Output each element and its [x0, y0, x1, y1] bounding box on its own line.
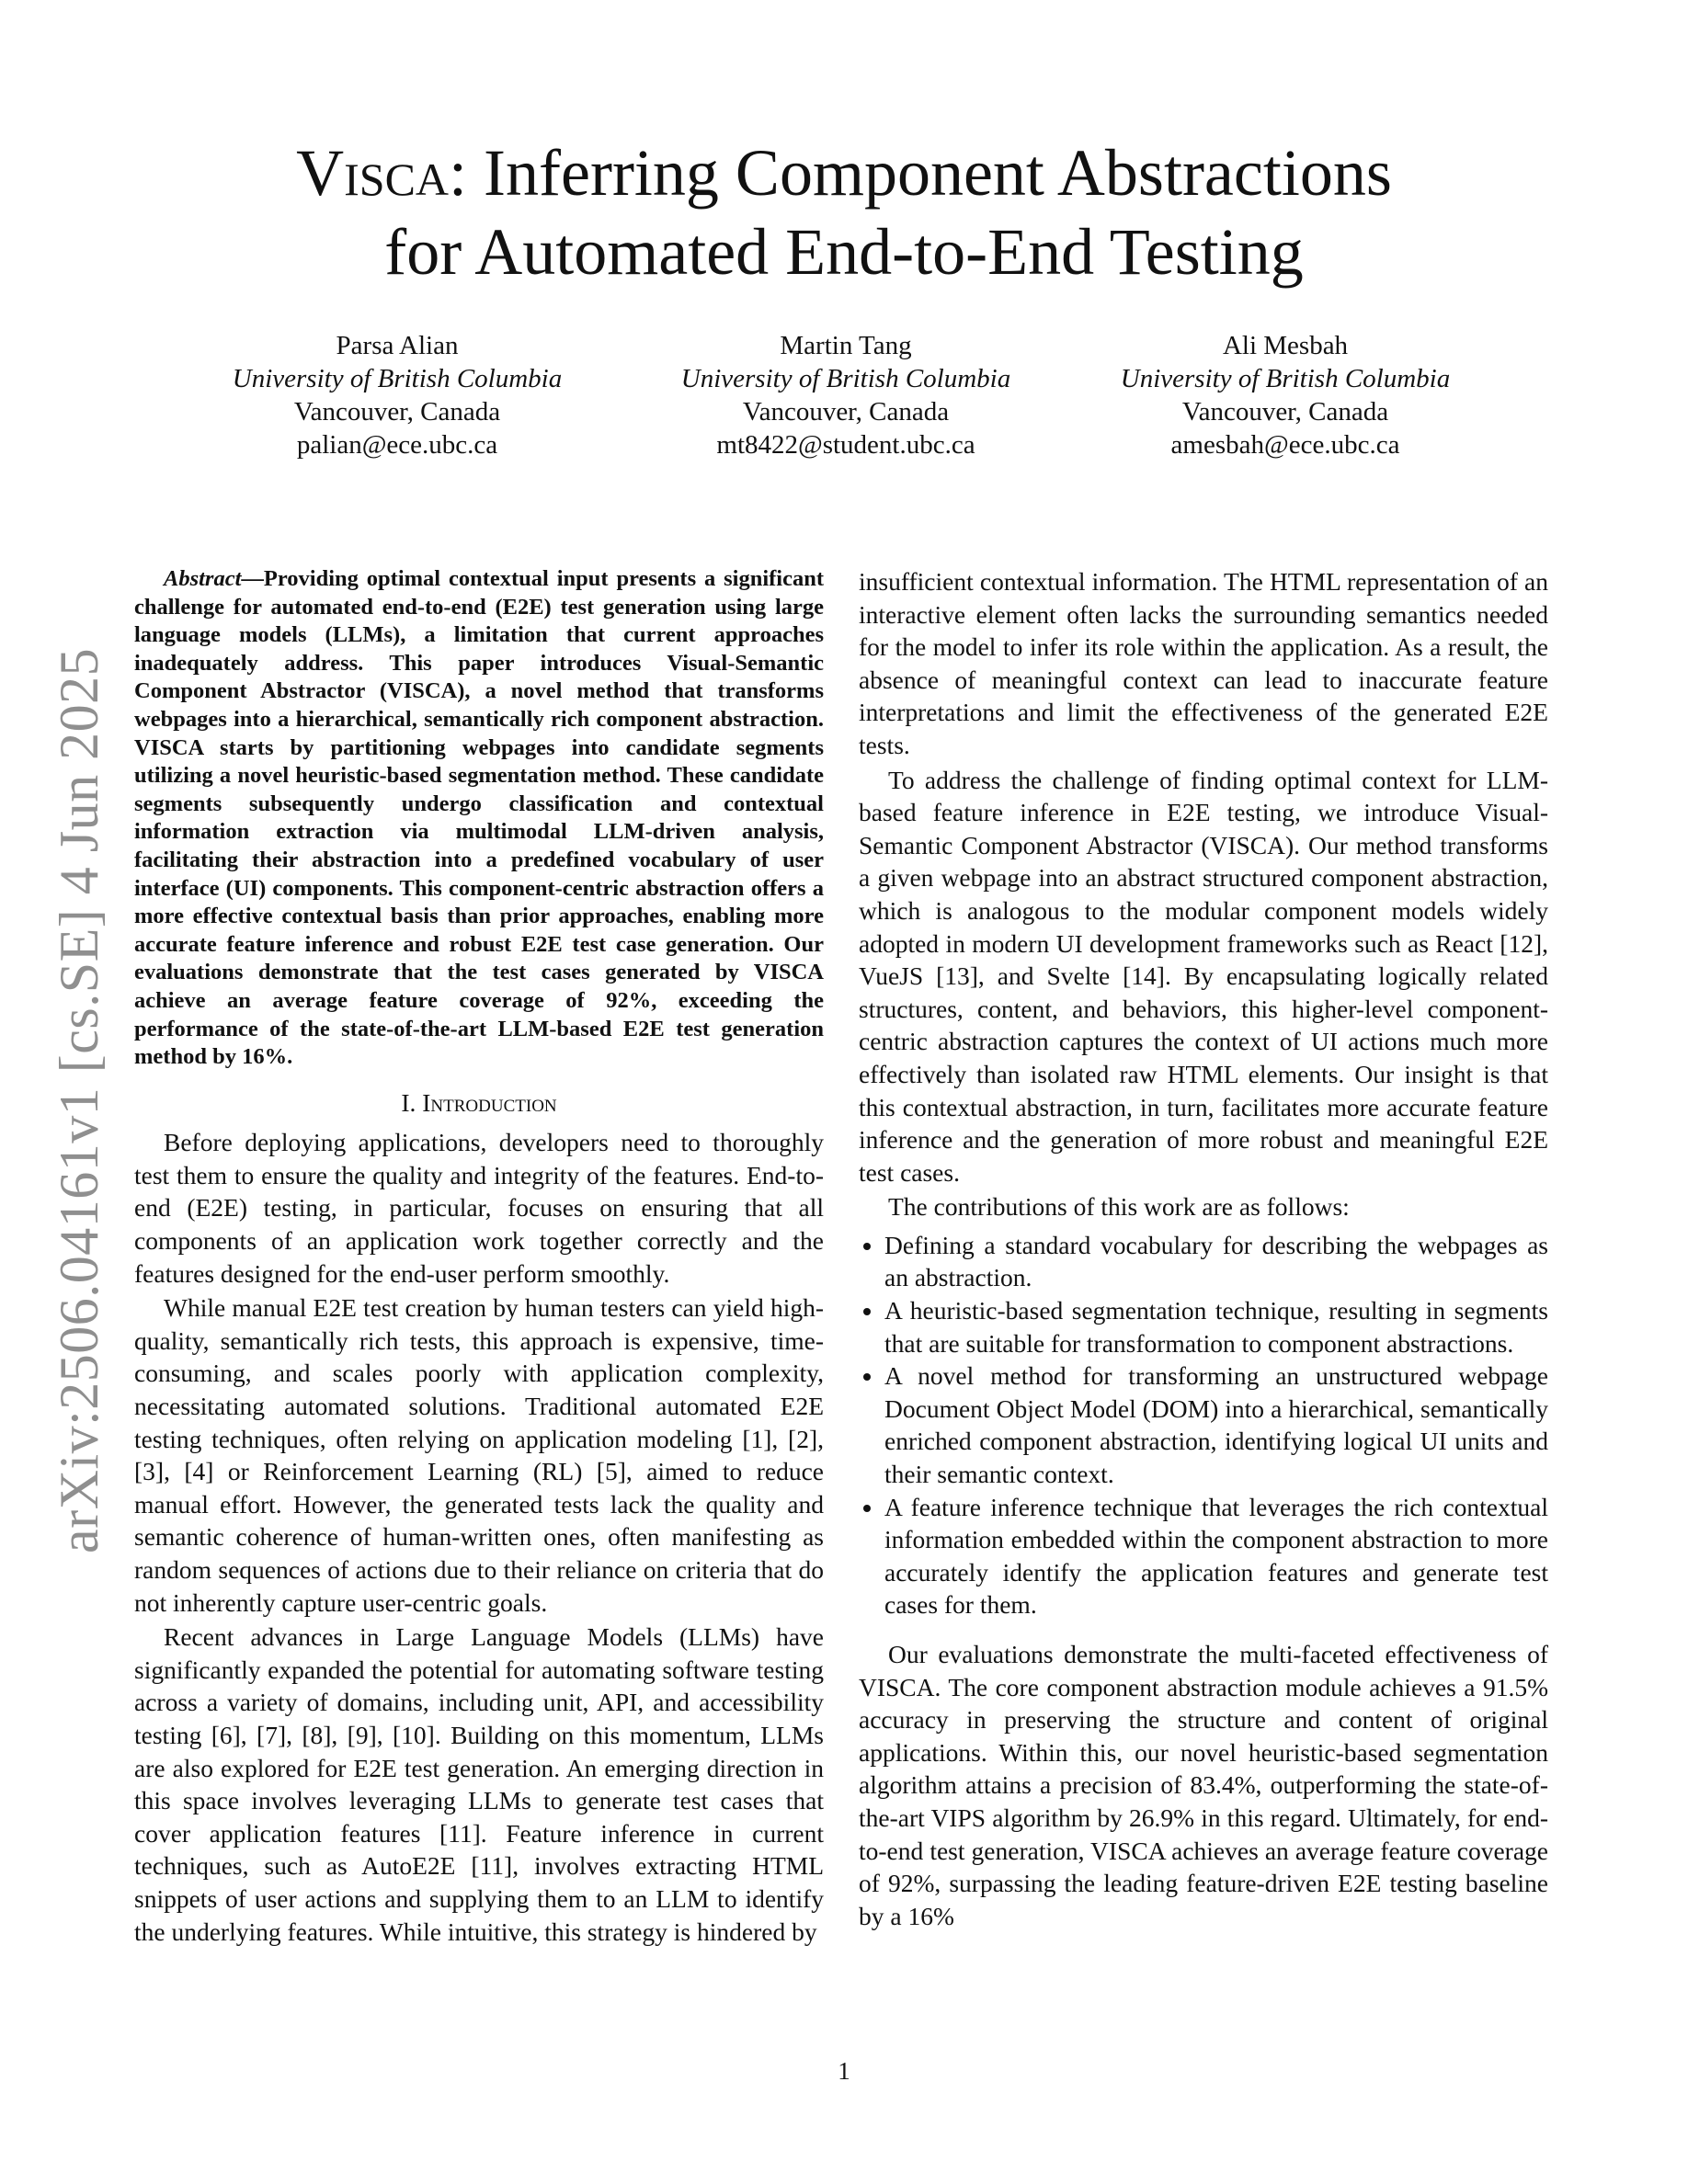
- section-number: I.: [401, 1087, 416, 1117]
- abstract-label: Abstract: [164, 566, 242, 591]
- paragraph: Our evaluations demonstrate the multi-faceted effectiveness of VISCA. The core component abstraction module achieves a 91.5% accuracy in preserving the structure and content of original applications. Within this, our novel heuristic-based segmentation algorithm attains a precision of 83.4%, outperforming the state-of-the-art VIPS algorithm by 26.9% in this regard. Ultimately, for end-to-end test generation, VISCA achieves an average feature coverage of 92%, surpassing the leading feature-driven E2E testing baseline by a 16%: [859, 1640, 1548, 1930]
- list-item: • Defining a standard vocabulary for describing the webpages as an abstraction.: [884, 1229, 1548, 1294]
- list-item: • A feature inference technique that leverages the rich contextual information embedded within the component abstraction to more accurately identify the application features and generate test cases for them.: [884, 1491, 1548, 1621]
- section-title: Introduction: [422, 1087, 557, 1117]
- abstract-text: —Providing optimal contextual input presents a significant challenge for automated end-to-end (E2E) test generation using large language models (LLMs), a limitation that current approaches inadequately address. This paper introduces Visual-Semantic Component Abstractor (VISCA), a novel method that transforms webpages into a hierarchical, semantically rich component abstraction. VISCA starts by partitioning webpages into candidate segments utilizing a novel heuristic-based segmentation method. These candidate segments subsequently undergo classification and contextual information extraction via multimodal LLM-driven analysis, facilitating their abstraction into a predefined vocabulary of user interface (UI) components. This component-centric abstraction offers a more effective contextual basis than prior approaches, enabling more accurate feature inference and robust E2E test case generation. Our evaluations demonstrate that the test cases generated by VISCA achieve an average feature coverage of 92%, exceeding the performance of the state-of-the-art LLM-based E2E test generation method by 16%.: [134, 566, 824, 1070]
- left-column: [134, 565, 824, 1950]
- paragraph: Before deploying applications, developers need to thoroughly test them to ensure the quality and integrity of the features. End-to-end (E2E) testing, in particular, focuses on ensuring that all components of an application work together correctly and the features designed for the end-user perform smoothly.: [134, 1128, 824, 1288]
- paragraph: To address the challenge of finding optimal context for LLM-based feature inference in E2E testing, we introduce Visual-Semantic Component Abstractor (VISCA). Our method transforms a given webpage into an abstract structured component abstraction, which is analogous to the modular component models widely adopted in modern UI development frameworks such as React [12], VueJS [13], and Svelte [14]. By encapsulating logically related structures, content, and behaviors, this higher-level component-centric abstraction captures the context of UI actions much more effectively than isolated raw HTML elements. Our insight is that this contextual abstraction, in turn, facilitates more accurate feature inference and the generation of more robust and meaningful E2E test cases.: [859, 765, 1548, 1187]
- paragraph: Recent advances in Large Language Models (LLMs) have significantly expanded the potential for automating software testing across a variety of domains, including unit, API, and accessibility testing [6], [7], [8], [9], [10]. Building on this momentum, LLMs are also explored for E2E test generation. An emerging direction in this space involves leveraging LLMs to generate test cases that cover application features [11]. Feature inference in current techniques, such as AutoE2E [11], involves extracting HTML snippets of user actions and supplying them to an LLM to identify the underlying features. While intuitive, this strategy is hindered by: [134, 1622, 824, 1946]
- page-number: 1: [838, 2057, 850, 2085]
- author-name: Ali Mesbah: [1222, 331, 1349, 360]
- author-location: Vancouver, Canada: [1181, 397, 1389, 427]
- author-name: Parsa Alian: [336, 331, 459, 360]
- contributions-list: [859, 1229, 1548, 1621]
- author-affiliation: University of British Columbia: [1120, 364, 1451, 393]
- paragraph: The contributions of this work are as follows:: [888, 1192, 1350, 1222]
- paragraph: While manual E2E test creation by human testers can yield high-quality, semantically rich tests, this approach is expensive, time-consuming, and scales poorly with application complexity, necessitating automated solutions. Traditional automated E2E testing techniques, often relying on application modeling [1], [2], [3], [4] or Reinforcement Learning (RL) [5], aimed to reduce manual effort. However, the generated tests lack the quality and semantic coherence of human-written ones, often manifesting as random sequences of actions due to their reliance on criteria that do not inherently capture user-centric goals.: [134, 1293, 824, 1617]
- title-line-2: for Automated End-to-End Testing: [384, 215, 1304, 289]
- author-affiliation: University of British Columbia: [680, 364, 1011, 393]
- author-block-3: [1046, 329, 1524, 461]
- author-email: palian@ece.ubc.ca: [296, 430, 498, 460]
- author-email: mt8422@student.ubc.ca: [716, 430, 975, 460]
- list-item: • A novel method for transforming an unstructured webpage Document Object Model (DOM) into a hierarchical, semantically enriched component abstraction, identifying logical UI units and their semantic context.: [884, 1359, 1548, 1490]
- right-column: [859, 565, 1548, 1934]
- author-location: Vancouver, Canada: [293, 397, 501, 427]
- title-system-name: Visca: [296, 136, 450, 210]
- author-location: Vancouver, Canada: [742, 397, 950, 427]
- section-heading: [134, 1086, 824, 1120]
- title-line-1: : Inferring Component Abstractions: [449, 136, 1392, 210]
- author-affiliation: University of British Columbia: [232, 364, 563, 393]
- list-item: • A heuristic-based segmentation technique, resulting in segments that are suitable for transformation to component abstractions.: [884, 1294, 1548, 1359]
- paper-title: [138, 133, 1550, 291]
- author-email: amesbah@ece.ubc.ca: [1170, 430, 1400, 460]
- paragraph: insufficient contextual information. The HTML representation of an interactive element often lacks the surrounding semantics needed for the model to infer its role within the application. As a result, the absence of meaningful context can lead to inaccurate feature interpretations and limit the effectiveness of the generated E2E tests.: [859, 567, 1548, 759]
- author-block-1: [158, 329, 636, 461]
- author-name: Martin Tang: [780, 331, 912, 360]
- abstract: [134, 565, 824, 1072]
- author-block-2: [607, 329, 1085, 461]
- arxiv-identifier-stamp: arXiv:2506.04161v1 [cs.SE] 4 Jun 2025: [49, 647, 109, 1553]
